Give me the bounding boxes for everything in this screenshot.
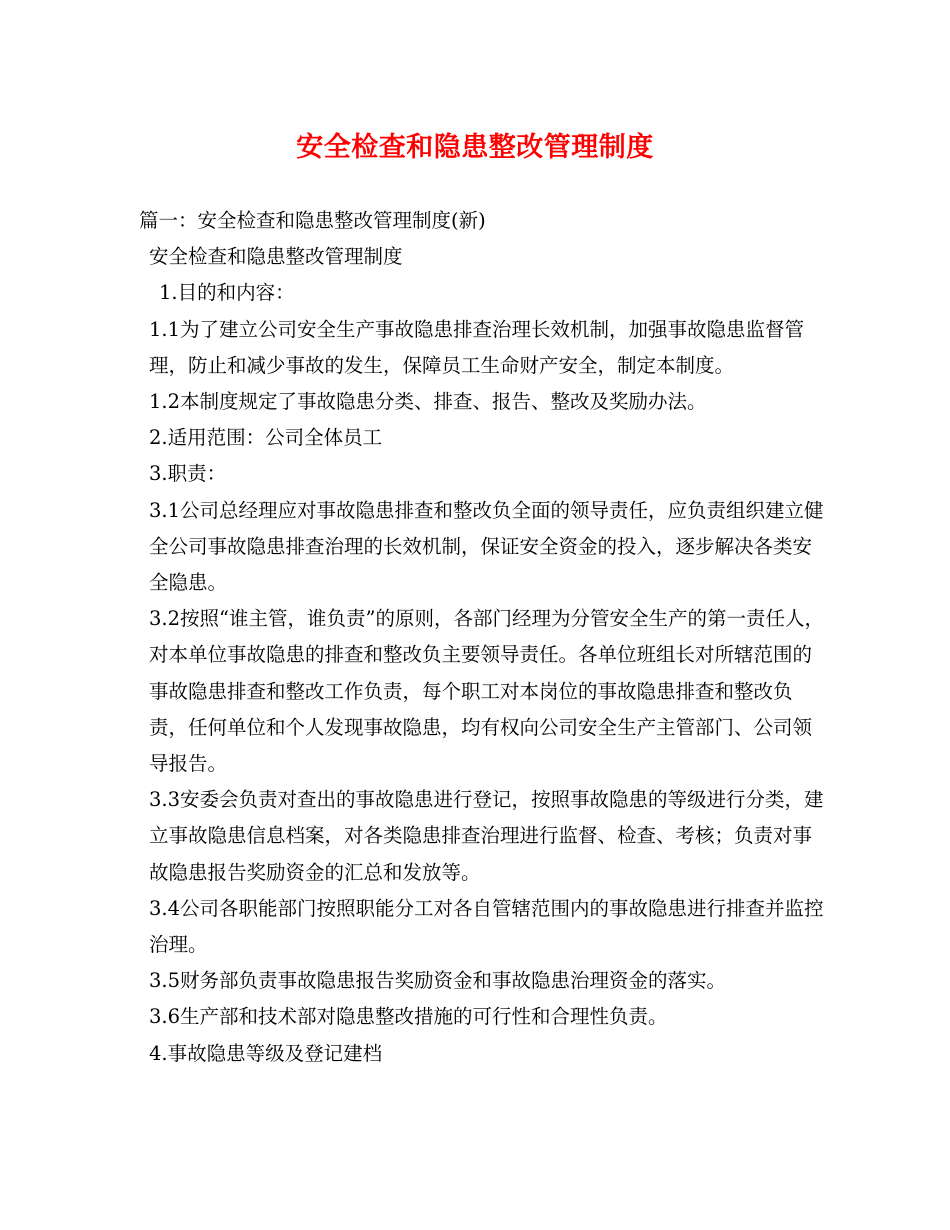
- paragraph-3-2: 3.2按照“谁主管，谁负责”的原则，各部门经理为分管安全生产的第一责任人，对本单位事故隐患的排查和整改负主要领导责任。各单位班组长对所辖范围的事故隐患排查和整改工作负责，每个职工对本岗位的事故隐患排查和整改负责，任何单位和个人发现事故隐患，均有权向公司安全生产主管部门、公司领导报告。: [149, 607, 824, 776]
- paragraph-3-3: 3.3安委会负责对查出的事故隐患进行登记，按照事故隐患的等级进行分类，建立事故隐患信息档案，对各类隐患排查治理进行监督、检查、考核；负责对事故隐患报告奖励资金的汇总和发放等。: [149, 788, 824, 884]
- document-title: 安全检查和隐患整改管理制度: [296, 132, 654, 163]
- paragraph-section-4: 4.事故隐患等级及登记建档: [149, 1041, 383, 1065]
- paragraph-section-1: 1.目的和内容：: [159, 281, 295, 305]
- paragraph-3-5: 3.5财务部负责事故隐患报告奖励资金和事故隐患治理资金的落实。: [149, 969, 727, 993]
- paragraph-heading: 篇一：安全检查和隐患整改管理制度(新): [139, 209, 486, 232]
- paragraph-subtitle: 安全检查和隐患整改管理制度: [149, 245, 403, 269]
- paragraph-1-2: 1.2本制度规定了事故隐患分类、排查、报告、整改及奖励办法。: [149, 390, 707, 414]
- document-body: [139, 203, 829, 1072]
- paragraph-section-2: 2.适用范围：公司全体员工: [149, 426, 383, 450]
- paragraph-3-1: 3.1公司总经理应对事故隐患排查和整改负全面的领导责任，应负责组织建立健全公司事故隐患排查治理的长效机制，保证安全资金的投入，逐步解决各类安全隐患。: [149, 498, 824, 595]
- paragraph-section-3: 3.职责：: [149, 462, 227, 486]
- paragraph-1-1: 1.1为了建立公司安全生产事故隐患排查治理长效机制，加强事故隐患监督管理，防止和减少事故的发生，保障员工生命财产安全，制定本制度。: [149, 317, 805, 377]
- paragraph-3-6: 3.6生产部和技术部对隐患整改措施的可行性和合理性负责。: [149, 1005, 668, 1029]
- paragraph-3-4: 3.4公司各职能部门按照职能分工对各自管辖范围内的事故隐患进行排查并监控治理。: [149, 896, 824, 957]
